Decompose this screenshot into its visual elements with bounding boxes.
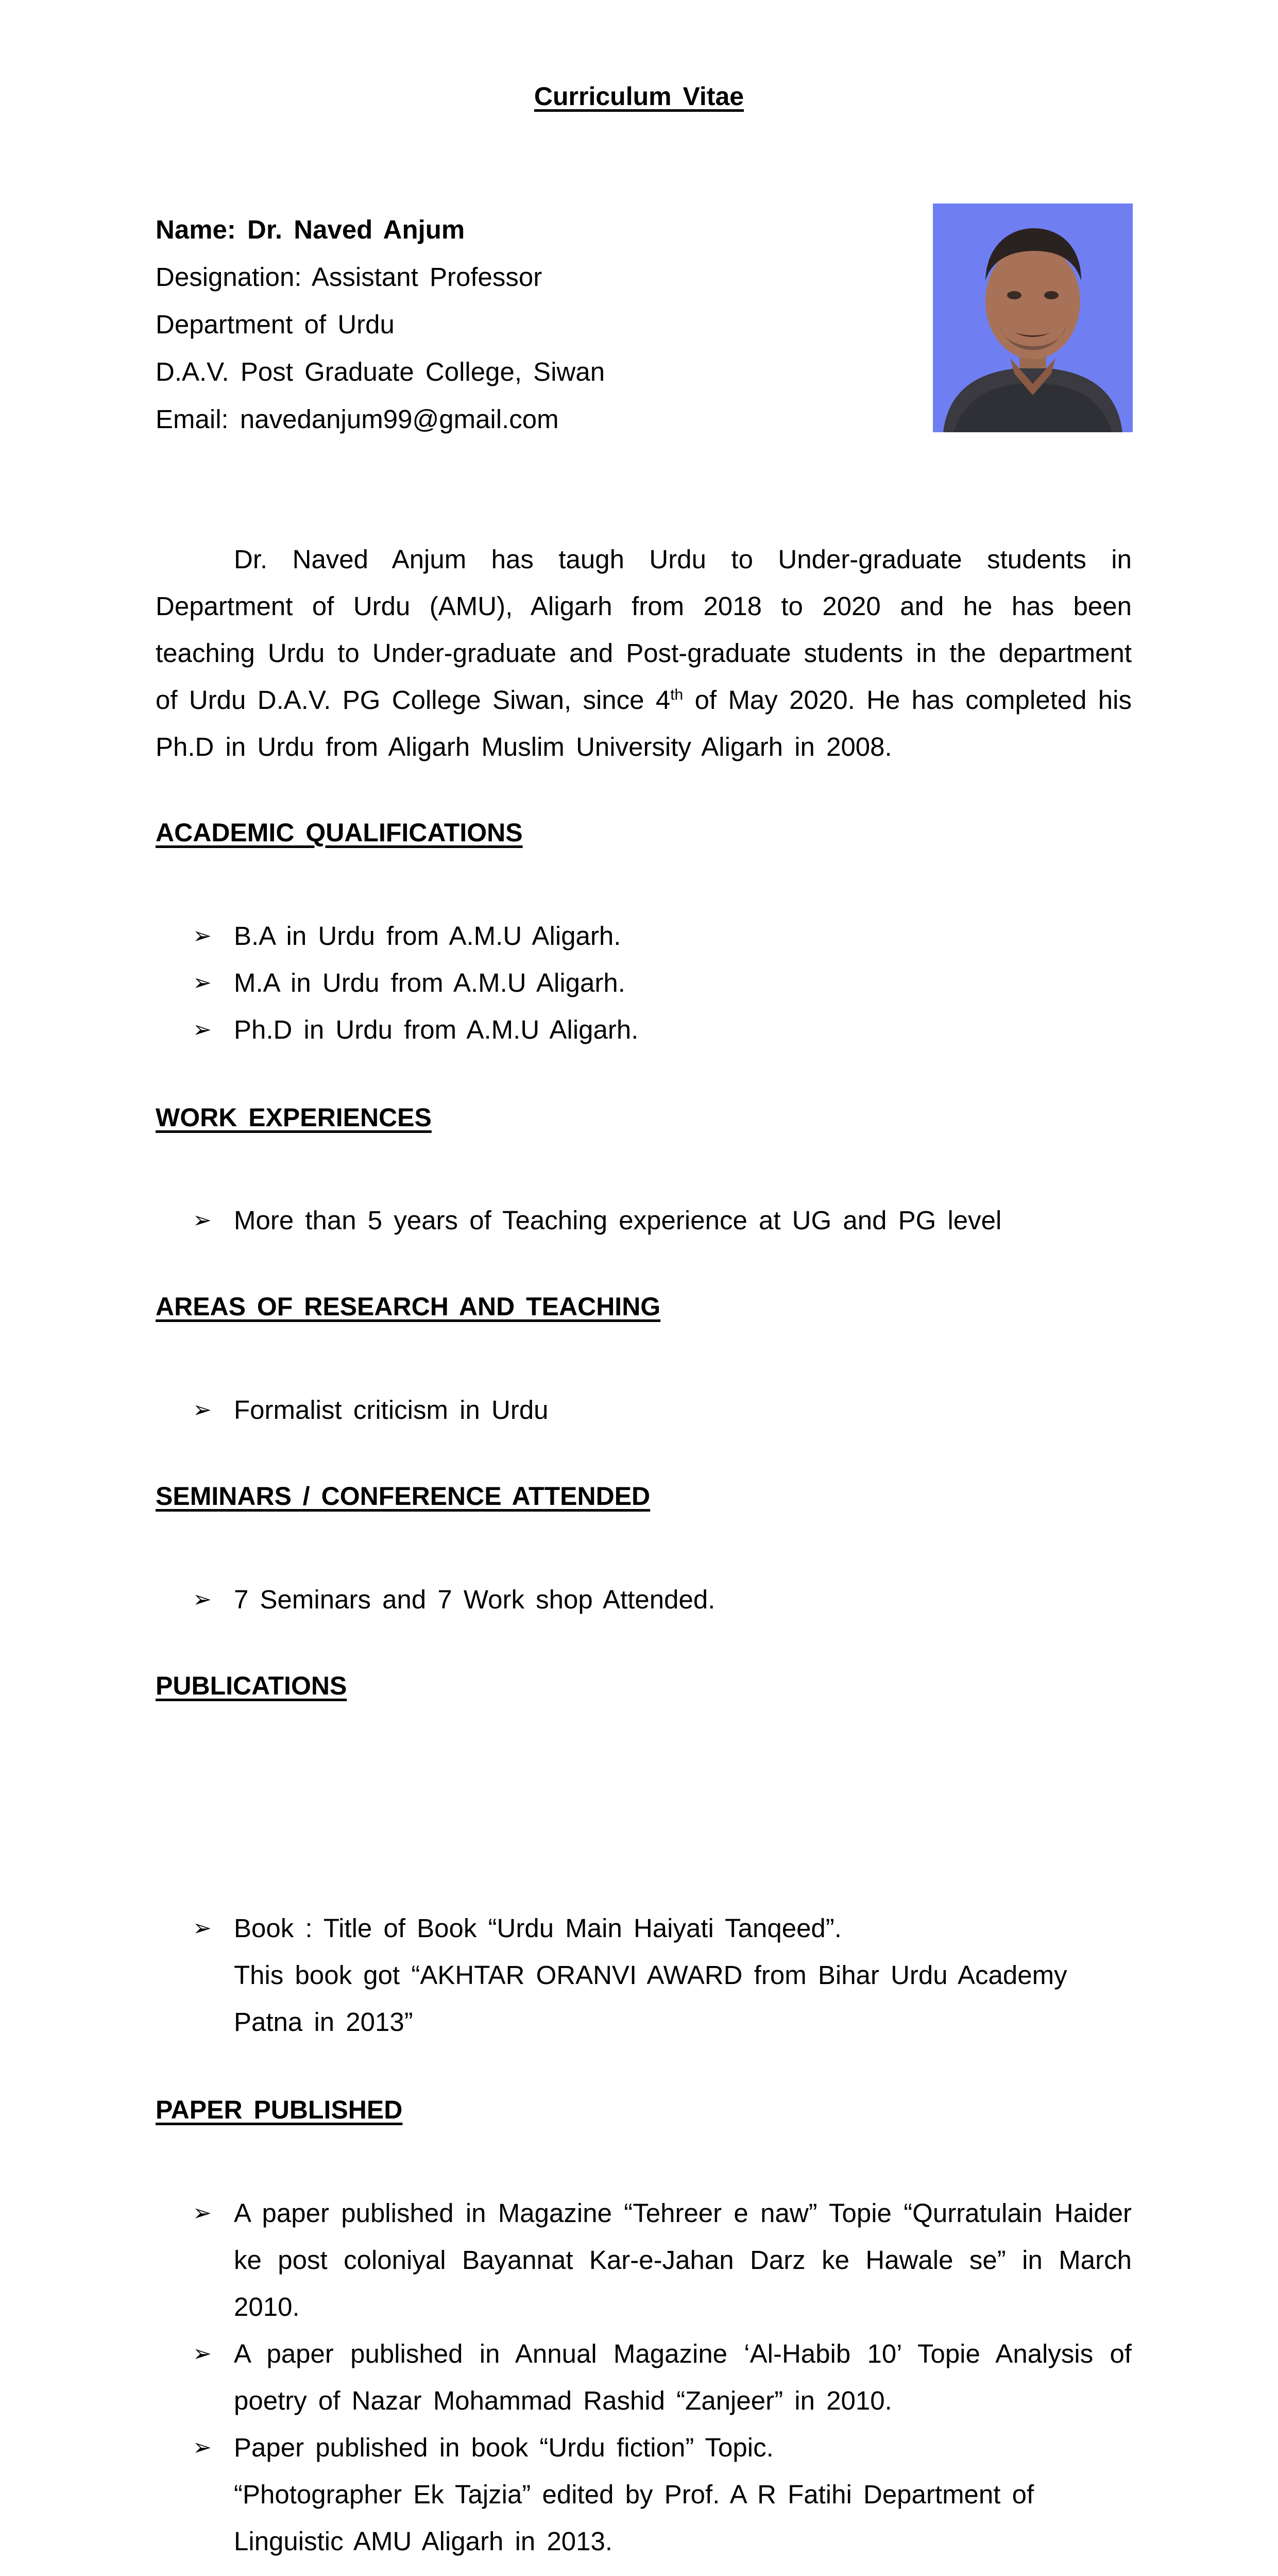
designation-line: Designation: Assistant Professor <box>156 262 542 292</box>
arrow-bullet-icon: ➢ <box>193 970 212 995</box>
page-title: Curriculum Vitae <box>534 82 744 111</box>
arrow-bullet-icon: ➢ <box>193 1017 212 1042</box>
list-item-text: A paper published in Annual Magazine ‘Al-Habib 10’ Topie Analysis of poetry of Nazar Mohammad Rashid “Zanjeer” in 2010. <box>234 2339 1132 2415</box>
summary-paragraph <box>156 536 1132 770</box>
list-item-text: More than 5 years of Teaching experience at UG and PG level <box>234 1206 1002 1235</box>
heading-seminars: SEMINARS / CONFERENCE ATTENDED <box>156 1482 651 1511</box>
college-line: D.A.V. Post Graduate College, Siwan <box>156 357 605 386</box>
arrow-bullet-icon: ➢ <box>193 2435 212 2460</box>
department-line: Department of Urdu <box>156 310 395 339</box>
heading-publications: PUBLICATIONS <box>156 1671 347 1700</box>
list-item-text: 7 Seminars and 7 Work shop Attended. <box>234 1585 715 1614</box>
list-item <box>156 2190 1132 2330</box>
heading-research-areas: AREAS OF RESEARCH AND TEACHING <box>156 1292 661 1321</box>
list-item-text: Formalist criticism in Urdu <box>234 1395 549 1425</box>
arrow-bullet-icon: ➢ <box>193 2341 212 2366</box>
heading-paper-published: PAPER PUBLISHED <box>156 2095 403 2124</box>
research-list <box>156 1386 1132 1433</box>
summary-text-continued: of May 2020. He has completed his Ph.D in Urdu from Aligarh Muslim University Aligarh in 2008. <box>156 685 1132 761</box>
arrow-bullet-icon: ➢ <box>193 1587 212 1612</box>
list-item <box>156 912 1132 959</box>
work-list <box>156 1197 1132 1244</box>
list-item <box>156 1386 1132 1433</box>
name-line: Name: Dr. Naved Anjum <box>156 215 465 244</box>
list-item-subtext: “Photographer Ek Tajzia” edited by Prof. A R Fatihi Department of Linguistic AMU Aligarh in 2013. <box>234 2480 1034 2556</box>
list-item <box>156 2330 1132 2424</box>
heading-work-experiences: WORK EXPERIENCES <box>156 1103 432 1132</box>
publication-title: Book : Title of Book “Urdu Main Haiyati Tanqeed”. <box>234 1913 842 1943</box>
list-item <box>156 1197 1132 1244</box>
list-item-text: B.A in Urdu from A.M.U Aligarh. <box>234 921 621 951</box>
list-item <box>156 959 1132 1006</box>
publications-list <box>156 1905 1132 2045</box>
list-item <box>156 1006 1132 1053</box>
summary-text: Dr. Naved Anjum has taugh Urdu to Under-graduate students in Department of Urdu (AMU), Aligarh from 2018 to 2020 and he has been teaching Urdu to Under-graduate and Post-graduate students in the department of Urdu D.A.V. PG College Siwan, since 4 <box>156 545 1132 715</box>
list-item-text: M.A in Urdu from A.M.U Aligarh. <box>234 968 625 997</box>
summary-superscript: th <box>670 686 684 703</box>
papers-list <box>156 2190 1132 2565</box>
list-item <box>156 1905 1132 2045</box>
list-item <box>156 1576 1132 1623</box>
arrow-bullet-icon: ➢ <box>193 1916 212 1941</box>
arrow-bullet-icon: ➢ <box>193 1397 212 1422</box>
publication-award: This book got “AKHTAR ORANVI AWARD from Bihar Urdu Academy Patna in 2013” <box>234 1960 1067 2037</box>
arrow-bullet-icon: ➢ <box>193 2200 212 2226</box>
arrow-bullet-icon: ➢ <box>193 1208 212 1233</box>
email-line: Email: navedanjum99@gmail.com <box>156 404 559 434</box>
contact-block <box>156 206 825 443</box>
academic-list <box>156 912 1132 1053</box>
list-item <box>156 2424 1132 2565</box>
profile-photo <box>933 204 1133 432</box>
list-item-text: Ph.D in Urdu from A.M.U Aligarh. <box>234 1015 639 1044</box>
heading-academic-qualifications: ACADEMIC QUALIFICATIONS <box>156 818 523 847</box>
list-item-text: Paper published in book “Urdu fiction” Topic. <box>234 2433 774 2462</box>
seminars-list <box>156 1576 1132 1623</box>
list-item-text: A paper published in Magazine “Tehreer e naw” Topie “Qurratulain Haider ke post coloniyal Bayannat Kar-e-Jahan Darz ke Hawale se” in March 2010. <box>234 2198 1132 2321</box>
arrow-bullet-icon: ➢ <box>193 923 212 948</box>
